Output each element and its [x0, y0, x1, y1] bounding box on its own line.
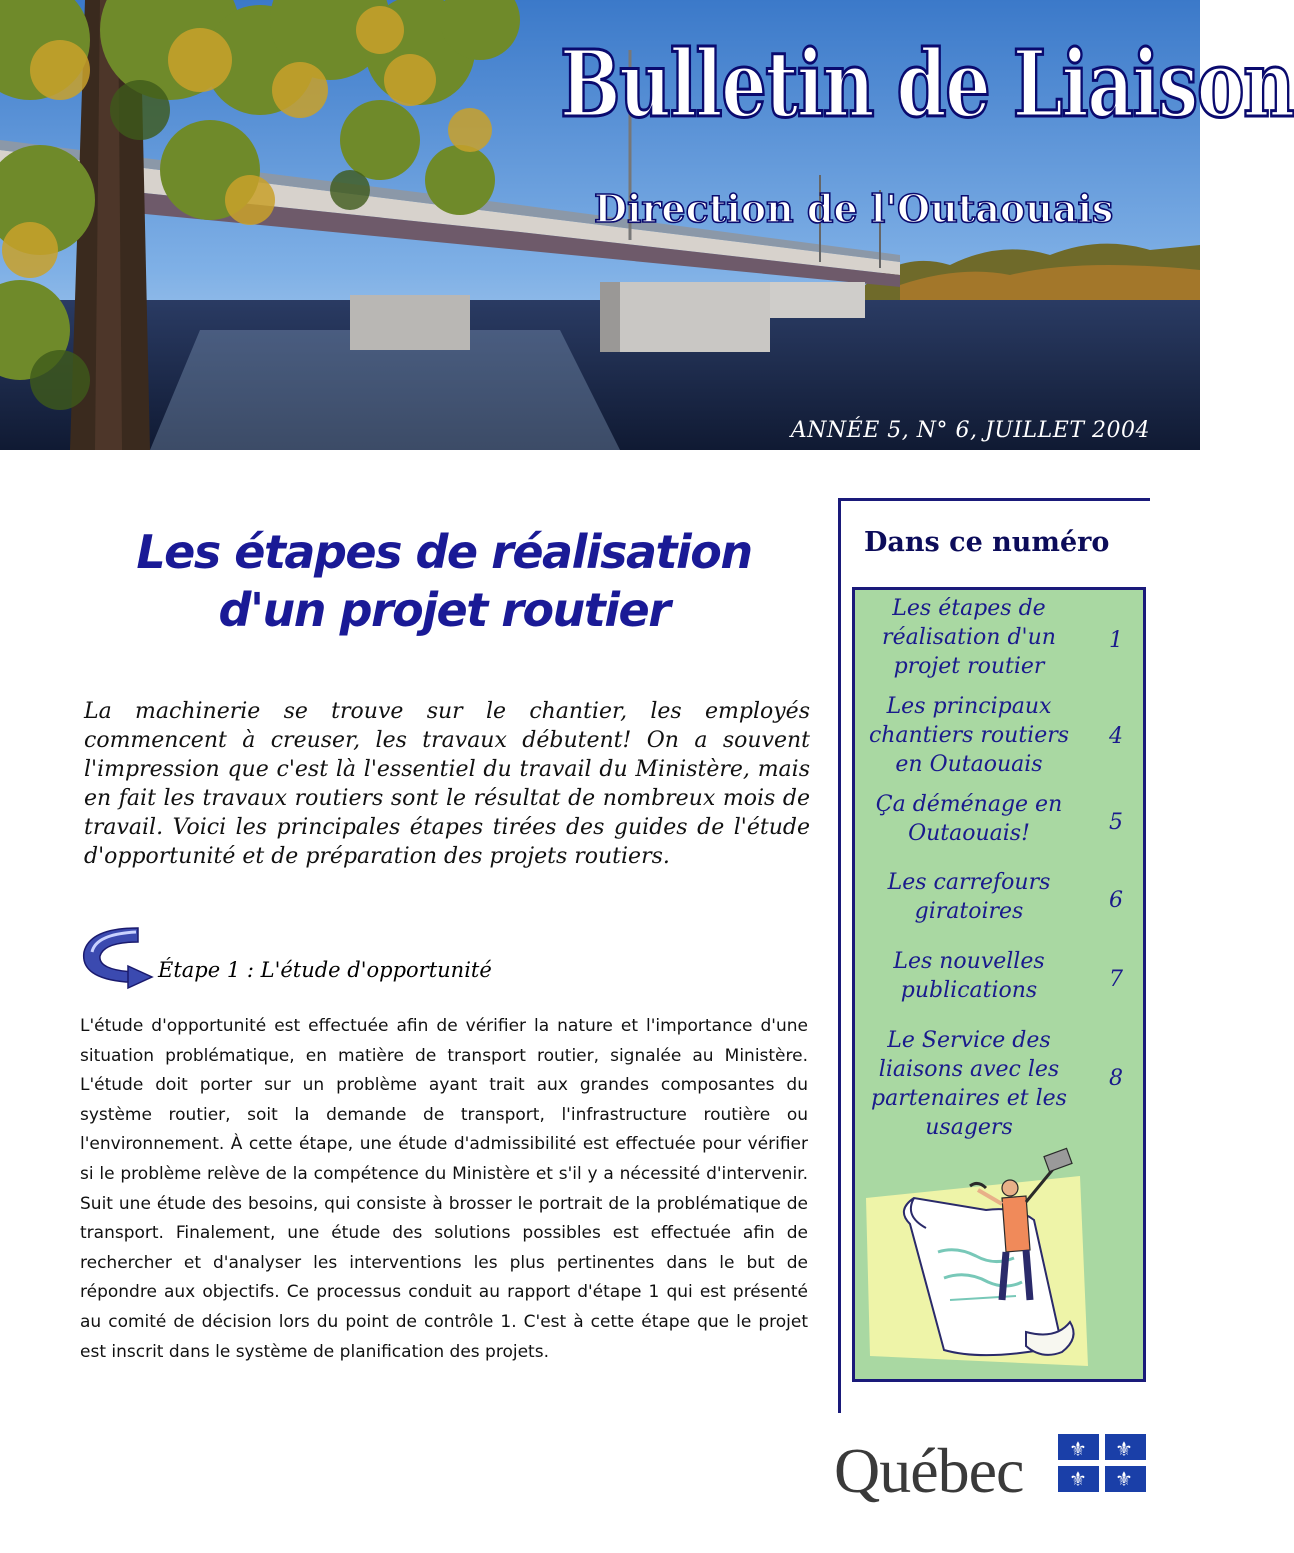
svg-text:⚜: ⚜: [1115, 1437, 1133, 1461]
article-headline: [100, 523, 788, 639]
issue-date: ANNÉE 5, N° 6, JUILLET 2004: [790, 418, 1150, 443]
toc-item-title: Les étapes de réalisation d'un projet routier: [882, 596, 1056, 679]
toc-item-page: 4: [1109, 724, 1123, 749]
toc-item-title: Les principaux chantiers routiers en Outaouais: [868, 694, 1070, 777]
worker-on-scroll-clipart: [866, 1150, 1132, 1366]
toc-item-page: 6: [1109, 888, 1123, 913]
banner-subtitle: Direction de l'Outaouais: [594, 186, 1114, 231]
toc-item-page: 5: [1109, 810, 1123, 835]
toc-item-title: Les nouvelles publications: [893, 949, 1045, 1003]
banner-photo: [0, 0, 1294, 450]
banner-title: Bulletin de Liaison: [560, 30, 1294, 138]
quebec-logo-word: Québec: [834, 1435, 1024, 1506]
svg-text:⚜: ⚜: [1069, 1467, 1087, 1491]
fleur-de-lis-flag-icon: [1058, 1434, 1146, 1492]
sidebar-left-rule: [838, 498, 841, 1413]
headline-line-2: d'un projet routier: [218, 583, 670, 637]
toc-item-page: 8: [1109, 1066, 1123, 1091]
sidebar-heading: Dans ce numéro: [864, 527, 1110, 558]
toc-item-title: Le Service des liaisons avec les partenaires et les usagers: [871, 1028, 1067, 1140]
article-intro: La machinerie se trouve sur le chantier, les employés commencent à creuser, les travaux débutent! On a souvent l'impression que c'est là l'essentiel du travail du Ministère, mais en fait les travaux routiers sont le résultat de nombreux mois de travail. Voici les principales étapes tirées des guides de l'étude d'opportunité et de préparation des projets routiers.: [84, 699, 810, 869]
toc-item-page: 7: [1109, 967, 1123, 992]
toc-item-title: Ça déménage en Outaouais!: [875, 792, 1063, 846]
toc-item-page: 1: [1109, 628, 1123, 653]
headline-line-1: Les étapes de réalisation: [136, 525, 752, 579]
step-1-heading: Étape 1 : L'étude d'opportunité: [158, 958, 492, 982]
toc-item-title: Les carrefours giratoires: [887, 870, 1051, 924]
svg-text:⚜: ⚜: [1115, 1467, 1133, 1491]
svg-text:⚜: ⚜: [1069, 1437, 1087, 1461]
sidebar-top-rule: [838, 498, 1150, 501]
step-1-body: L'étude d'opportunité est effectuée afin de vérifier la nature et l'importance d'une situation problématique, en matière de transport routier, signalée au Ministère. L'étude doit porter sur un problème ayant trait aux grandes composantes du système routier, soit la demande de transport, l'infrastructure routière ou l'environnement. À cette étape, une étude d'admissibilité est effectuée pour vérifier si le problème relève de la compétence du Ministère et s'il y a nécessité d'intervenir. Suit une étude des besoins, qui consiste à brosser le portrait de la problématique de transport. Finalement, une étude des solutions possibles est effectuée afin de rechercher et d'analyser les interventions les plus pertinentes dans le but de répondre aux objectifs. Ce processus conduit au rapport d'étape 1 qui est présenté au comité de décision lors du point de contrôle 1. C'est à cette étape que le projet est inscrit dans le système de planification des projets.: [80, 1016, 808, 1362]
curved-arrow-icon: [76, 922, 156, 990]
